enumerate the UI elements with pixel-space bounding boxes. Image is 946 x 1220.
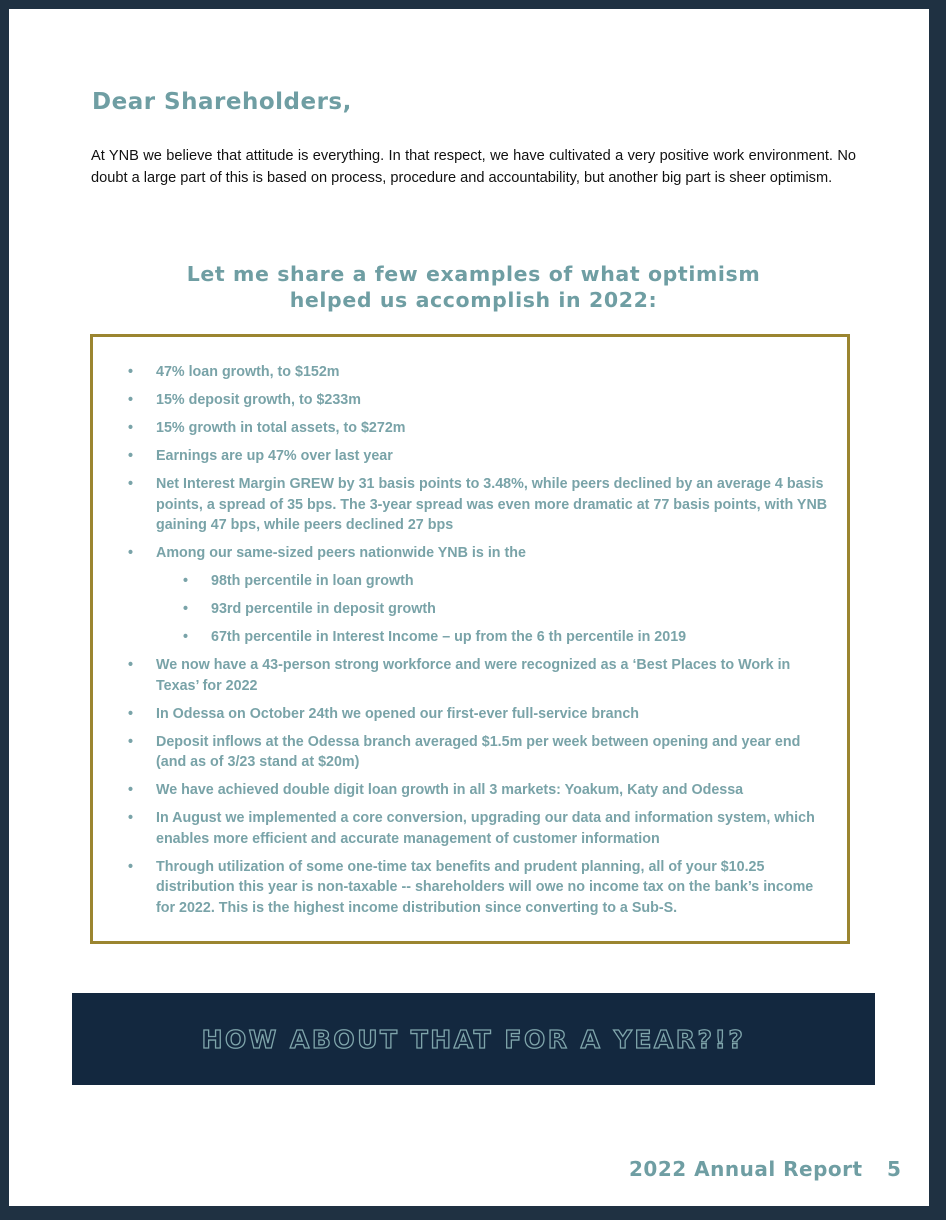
list-item: • In Odessa on October 24th we opened our first-ever full-service branch — [123, 704, 833, 725]
footer-report-title: 2022 Annual Report — [629, 1157, 863, 1181]
list-item: • Among our same-sized peers nationwide YNB is in the — [123, 543, 833, 564]
bullet-icon: • — [128, 810, 134, 826]
report-page — [9, 9, 929, 1206]
banner-text: HOW ABOUT THAT FOR A YEAR?!? — [201, 1024, 746, 1054]
intro-paragraph: At YNB we believe that attitude is everything. In that respect, we have cultivated a very positive work environment. No doubt a large part of this is based on process, procedure and accountability, but another big part is sheer optimism. — [91, 148, 856, 186]
highlights-list — [123, 362, 833, 926]
bullet-icon: • — [183, 573, 189, 589]
highlights-heading-line-2: helped us accomplish in 2022: — [289, 288, 658, 312]
bullet-icon: • — [128, 657, 134, 673]
bullet-icon: • — [128, 420, 134, 436]
list-item: • We have achieved double digit loan growth in all 3 markets: Yoakum, Katy and Odessa — [123, 780, 833, 801]
list-item: • Net Interest Margin GREW by 31 basis points to 3.48%, while peers declined by an average 4 basis points, a spread of 35 bps. The 3-year spread was even more dramatic at 77 basis points, with YNB gaining 47 bps, while peers declined 27 bps — [128, 476, 828, 533]
bullet-icon: • — [183, 629, 189, 645]
page-number: 5 — [887, 1157, 901, 1181]
bullet-icon: • — [128, 733, 134, 750]
bullet-icon: • — [128, 448, 134, 464]
bullet-icon: • — [128, 545, 134, 561]
list-item: • Through utilization of some one-time tax benefits and prudent planning, all of your $10.25 distribution this year is non-taxable -- shareholders will owe no income tax on the bank’s income for 2022. This is the highest income distribution since converting to a Sub-S. — [128, 858, 814, 916]
highlights-heading — [91, 261, 856, 313]
list-item: • We now have a 43-person strong workforce and were recognized as a ‘Best Places to Work in Texas’ for 2022 — [128, 657, 791, 694]
bullet-icon: • — [128, 392, 134, 408]
sub-list-item: • 93rd percentile in deposit growth — [123, 599, 833, 620]
bullet-icon: • — [128, 858, 134, 875]
highlights-box — [90, 334, 850, 944]
list-item: • 47% loan growth, to $152m — [123, 362, 833, 383]
bullet-icon: • — [128, 705, 134, 722]
year-banner — [72, 993, 875, 1085]
list-item: • 15% growth in total assets, to $272m — [123, 418, 833, 439]
bullet-icon: • — [128, 476, 134, 492]
list-item: • In August we implemented a core conversion, upgrading our data and information system, which enables more efficient and accurate management of customer information — [128, 810, 815, 847]
list-item: • Deposit inflows at the Odessa branch averaged $1.5m per week between opening and year end (and as of 3/23 stand at $20m) — [128, 733, 801, 770]
list-item: • Earnings are up 47% over last year — [123, 446, 833, 467]
bullet-icon: • — [183, 601, 189, 617]
list-item: • 15% deposit growth, to $233m — [123, 390, 833, 411]
bullet-icon: • — [128, 782, 134, 798]
greeting-heading: Dear Shareholders, — [92, 89, 352, 115]
highlights-heading-line-1: Let me share a few examples of what optimism — [186, 262, 761, 286]
sub-list-item: • 67th percentile in Interest Income – up from the 6 th percentile in 2019 — [123, 627, 833, 648]
bullet-icon: • — [128, 364, 134, 380]
sub-list-item: • 98th percentile in loan growth — [123, 571, 833, 592]
